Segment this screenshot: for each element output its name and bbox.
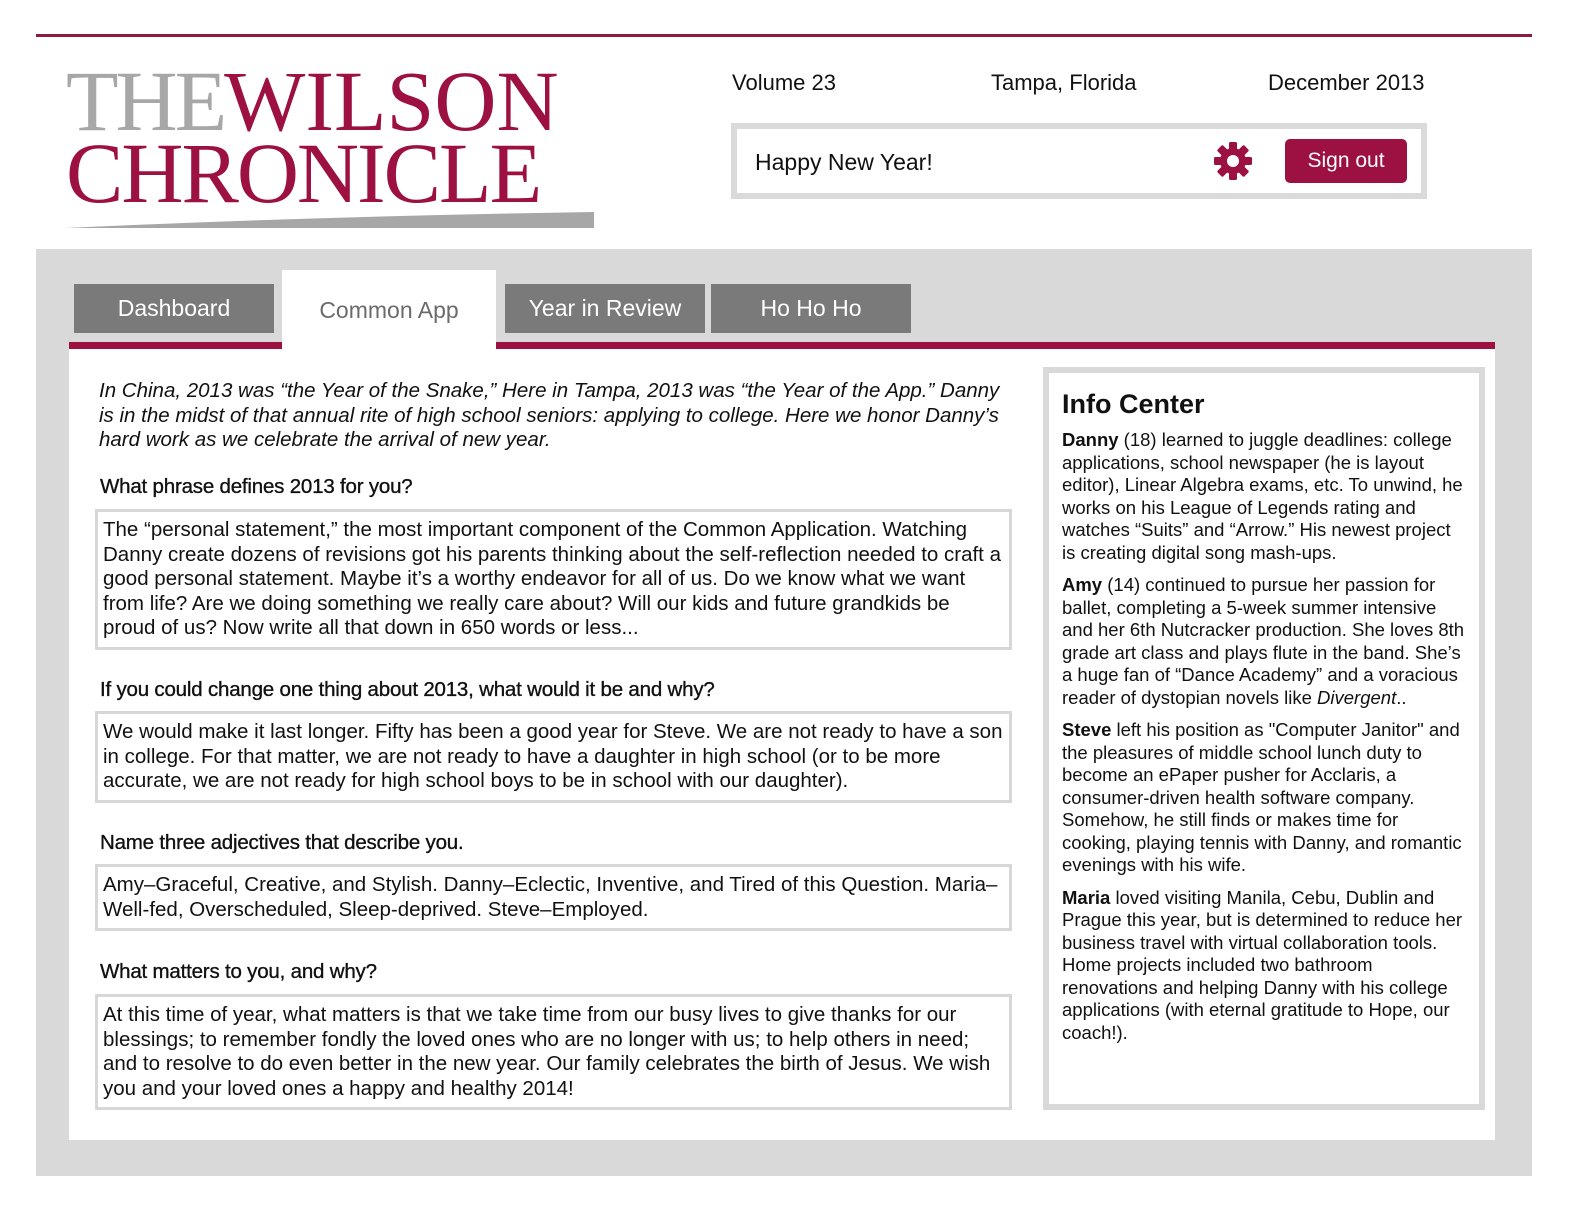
entry-name: Steve (1062, 719, 1112, 740)
sign-out-button[interactable]: Sign out (1285, 139, 1407, 183)
logo-the: THE (66, 53, 225, 149)
answer-box: Amy–Graceful, Creative, and Stylish. Danny–Eclectic, Inventive, and Tired of this Question. Maria–Well-fed, Overscheduled, Sleep-deprived. Steve–Employed. (95, 864, 1012, 931)
entry-text: left his position as "Computer Janitor" and the pleasures of middle school lunch duty to become an ePaper pusher for Acclaris, a consumer-driven health software company. Somehow, he still finds or makes time for cooking, playing tennis with Danny, and romantic evenings with his wife. (1062, 719, 1462, 875)
info-entry-danny (1062, 429, 1469, 564)
top-rule (36, 34, 1532, 37)
info-entry-steve (1062, 719, 1469, 877)
entry-italic-title: Divergent (1317, 686, 1397, 708)
gear-icon[interactable] (1213, 141, 1253, 181)
logo-swoosh (66, 206, 596, 230)
volume-label: Volume 23 (732, 70, 836, 95)
entry-name: Maria (1062, 886, 1111, 908)
question-heading: If you could change one thing about 2013, what would it be and why? (100, 678, 715, 701)
masthead-logo (66, 53, 596, 233)
main-panel (36, 249, 1532, 1176)
question-heading: What phrase defines 2013 for you? (100, 475, 413, 498)
intro-text: In China, 2013 was “the Year of the Snake,” Here in Tampa, 2013 was “the Year of the App.” Danny is in the midst of that annual rite of high school seniors: applying to college. Here we honor Danny’s hard work as we celebrate the arrival of new year. (99, 379, 1000, 451)
logo-chronicle: CHRONICLE (66, 125, 541, 221)
tab-dashboard[interactable]: Dashboard (74, 284, 274, 333)
entry-tail: .. (1396, 686, 1407, 708)
greeting-message: Happy New Year! (755, 149, 933, 175)
info-center (1043, 367, 1485, 1110)
tab-year-in-review[interactable]: Year in Review (505, 284, 705, 333)
info-entry-amy (1062, 574, 1469, 709)
issue-date: December 2013 (1268, 70, 1425, 95)
answer-box: We would make it last longer. Fifty has been a good year for Steve. We are not ready to have a son in college. For that matter, we are not ready to have a daughter in high school (or to be more accurate, we are not ready for high school boys to be in school with our daughter). (95, 711, 1012, 803)
entry-name: Amy (1062, 574, 1103, 595)
tab-accent-bar (69, 342, 282, 349)
answer-box: At this time of year, what matters is that we take time from our busy lives to give thanks for our blessings; to remember fondly the loved ones who are no longer with us; to help others in need; and to resolve to do even better in the new year. Our family celebrates the birth of Jesus. We wish you and your loved ones a happy and healthy 2014! (95, 994, 1012, 1110)
message-bar (731, 123, 1427, 199)
logo-wilson: WILSON (224, 53, 559, 149)
answer-box: The “personal statement,” the most important component of the Common Application. Watching Danny create dozens of revisions got his parents thinking about the self-reflection needed to craft a good personal statement. Maybe it’s a worthy endeavor for all of us. Do we know what we want from life? Are we doing something we really care about? Will our kids and future grandkids be proud of us? Now write all that down in 650 words or less... (95, 509, 1012, 650)
entry-text: (18) learned to juggle deadlines: college applications, school newspaper (he is layout editor), Linear Algebra exams, etc. To unwind, he works on his League of Legends rating and watches “Suits” and “Arrow.” His newest project is creating digital song mash-ups. (1062, 429, 1463, 563)
location-label: Tampa, Florida (991, 70, 1137, 95)
tab-common-app[interactable]: Common App (282, 270, 496, 350)
question-heading: What matters to you, and why? (100, 960, 377, 983)
entry-text: (14) continued to pursue her passion for ballet, completing a 5-week summer intensive and her 6th Nutcracker production. She loves 8th grade art class and plays flute in the band. She’s a huge fan of “Dance Academy” and a voracious reader of dystopian novels like (1062, 574, 1465, 708)
entry-text: loved visiting Manila, Cebu, Dublin and Prague this year, but is determined to reduce her business travel with virtual collaboration tools. Home projects included two bathroom renovations and helping Danny with his college applications (with eternal gratitude to Hope, our coach!). (1062, 886, 1463, 1043)
entry-name: Danny (1062, 429, 1119, 450)
tab-ho-ho-ho[interactable]: Ho Ho Ho (711, 284, 911, 333)
info-center-title: Info Center (1062, 389, 1205, 419)
info-entry-maria (1062, 887, 1469, 1045)
tab-accent-bar (496, 342, 1495, 349)
question-heading: Name three adjectives that describe you. (100, 831, 464, 854)
